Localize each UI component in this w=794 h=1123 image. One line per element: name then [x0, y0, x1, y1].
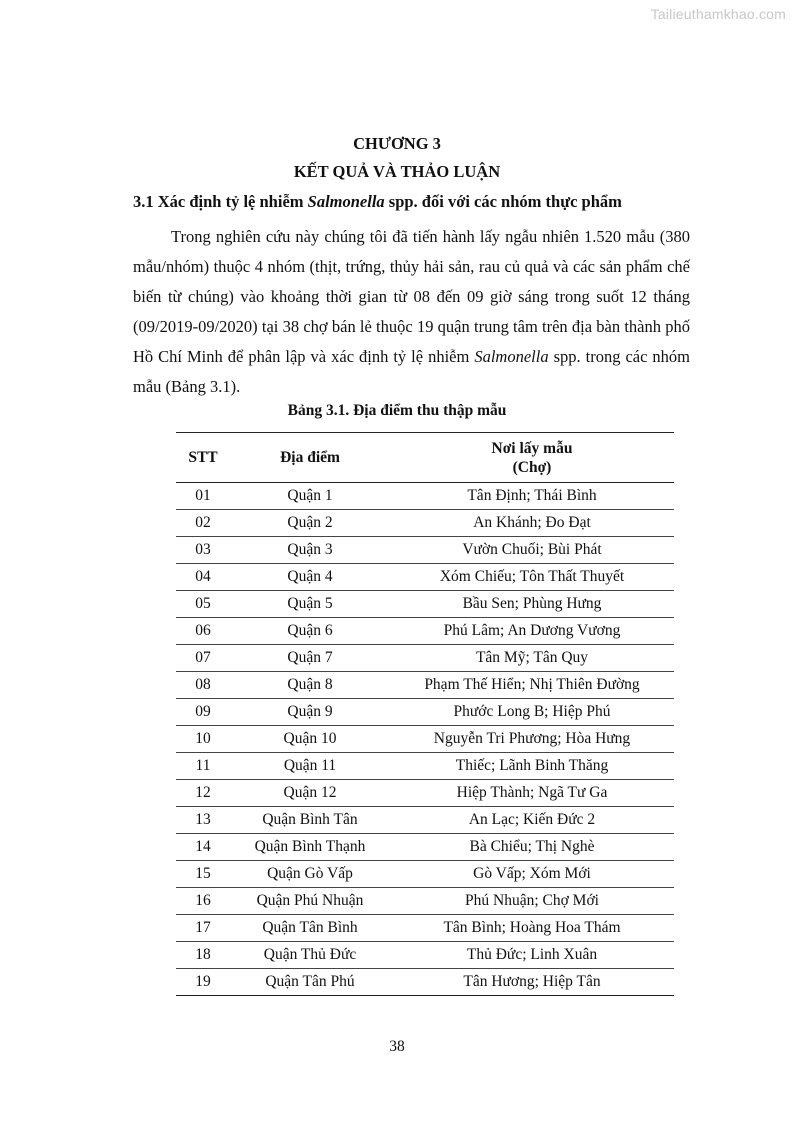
cell-district: Quận 11 [283, 757, 337, 774]
table-row [176, 834, 674, 861]
header-market-line1: Nơi lấy mẫu [491, 439, 573, 457]
cell-stt: 15 [195, 865, 211, 882]
cell-district: Quận 4 [287, 568, 333, 585]
cell-markets: Phú Lâm; An Dương Vương [443, 622, 621, 639]
table-row [176, 699, 674, 726]
table-row [176, 645, 674, 672]
cell-district: Quận 5 [287, 595, 333, 612]
cell-stt: 03 [195, 541, 211, 558]
cell-markets: Thiếc; Lãnh Binh Thăng [455, 757, 609, 774]
table-row [176, 483, 674, 510]
cell-district: Quận Bình Tân [262, 811, 358, 828]
sampling-locations-table [176, 432, 674, 996]
table-row [176, 780, 674, 807]
cell-markets: Phạm Thế Hiển; Nhị Thiên Đường [424, 676, 640, 693]
cell-district: Quận 3 [287, 541, 333, 558]
header-stt: STT [188, 449, 218, 466]
cell-district: Quận Tân Phú [265, 973, 355, 990]
table-row [176, 942, 674, 969]
cell-district: Quận 7 [287, 649, 333, 666]
cell-district: Quận 9 [287, 703, 333, 720]
cell-stt: 05 [195, 595, 211, 612]
paragraph-part1: Trong nghiên cứu này chúng tôi đã tiến hành lấy ngẫu nhiên 1.520 mẫu (380 mẫu/nhóm) thuộc 4 nhóm (thịt, trứng, thủy hải sản, rau củ quả và các sản phẩm chế biến từ chúng) vào khoảng thời gian từ 08 đến 09 giờ sáng trong suốt 12 tháng (09/2019-09/2020) tại 38 chợ bán lẻ thuộc 19 quận trung tâm trên địa bàn thành phố Hồ Chí Minh để phân lập và xác định tỷ lệ nhiễm [133, 227, 690, 366]
header-location: Địa điểm [280, 449, 340, 466]
table-body [176, 483, 674, 996]
cell-stt: 02 [195, 514, 211, 531]
cell-district: Quận Tân Bình [262, 919, 358, 936]
watermark: Tailieuthamkhao.com [650, 6, 786, 22]
section-heading [133, 192, 622, 212]
table-caption: Bảng 3.1. Địa điểm thu thập mẫu [287, 402, 507, 419]
section-heading-suffix: spp. đối với các nhóm thực phẩm [384, 192, 622, 211]
table-row [176, 726, 674, 753]
cell-markets: Vườn Chuối; Bùi Phát [462, 541, 602, 558]
cell-stt: 08 [195, 676, 211, 693]
cell-stt: 17 [195, 919, 211, 936]
cell-markets: An Khánh; Đo Đạt [473, 514, 591, 531]
cell-markets: Phú Nhuận; Chợ Mới [465, 892, 599, 909]
table-row [176, 672, 674, 699]
table-row [176, 618, 674, 645]
cell-stt: 06 [195, 622, 211, 639]
cell-stt: 07 [195, 649, 211, 666]
chapter-title: KẾT QUẢ VÀ THẢO LUẬN [293, 162, 501, 181]
header-market-line2: (Chợ) [512, 458, 552, 476]
table-row [176, 591, 674, 618]
page-number: 38 [389, 1038, 405, 1055]
cell-district: Quận 8 [287, 676, 333, 693]
cell-stt: 18 [195, 946, 211, 963]
section-heading-italic: Salmonella [307, 192, 385, 211]
cell-stt: 10 [195, 730, 211, 747]
table-row [176, 510, 674, 537]
table-header-row [176, 433, 674, 483]
table-row [176, 807, 674, 834]
cell-district: Quận 1 [287, 487, 333, 504]
cell-markets: Tân Mỹ; Tân Quy [475, 649, 589, 666]
cell-district: Quận 2 [287, 514, 333, 531]
cell-markets: Tân Định; Thái Bình [467, 487, 597, 504]
cell-markets: Bà Chiểu; Thị Nghè [469, 838, 595, 855]
cell-stt: 13 [195, 811, 211, 828]
cell-stt: 01 [195, 487, 211, 504]
cell-stt: 12 [195, 784, 211, 801]
table-row [176, 969, 674, 996]
cell-district: Quận Bình Thạnh [254, 838, 366, 855]
cell-markets: Gò Vấp; Xóm Mới [473, 865, 591, 882]
table-row [176, 564, 674, 591]
table-row [176, 861, 674, 888]
cell-markets: Bầu Sen; Phùng Hưng [462, 595, 602, 612]
chapter-number: CHƯƠNG 3 [353, 134, 441, 153]
table-row [176, 537, 674, 564]
header-market [390, 433, 674, 483]
table-row [176, 753, 674, 780]
section-heading-prefix: 3.1 Xác định tỷ lệ nhiễm [133, 192, 308, 211]
cell-district: Quận Thủ Đức [263, 946, 357, 963]
cell-stt: 11 [195, 757, 211, 774]
cell-markets: Xóm Chiếu; Tôn Thất Thuyết [439, 568, 625, 585]
cell-district: Quận 6 [287, 622, 333, 639]
cell-markets: An Lạc; Kiến Đức 2 [468, 811, 596, 828]
cell-stt: 09 [195, 703, 211, 720]
paragraph-italic: Salmonella [474, 347, 549, 366]
cell-markets: Phước Long B; Hiệp Phú [453, 703, 611, 720]
cell-stt: 04 [195, 568, 211, 585]
cell-district: Quận Gò Vấp [267, 865, 353, 882]
cell-markets: Tân Hương; Hiệp Tân [463, 973, 601, 990]
table-row [176, 915, 674, 942]
body-paragraph [133, 222, 690, 402]
table-row [176, 888, 674, 915]
cell-markets: Hiệp Thành; Ngã Tư Ga [456, 784, 608, 801]
cell-stt: 16 [195, 892, 211, 909]
cell-district: Quận 12 [283, 784, 337, 801]
cell-markets: Thủ Đức; Linh Xuân [466, 946, 598, 963]
cell-stt: 19 [195, 973, 211, 990]
cell-district: Quận Phú Nhuận [256, 892, 364, 909]
cell-markets: Nguyễn Tri Phương; Hòa Hưng [433, 730, 631, 747]
cell-stt: 14 [195, 838, 211, 855]
cell-markets: Tân Bình; Hoàng Hoa Thám [443, 919, 621, 936]
paragraph-part2: spp. trong các nhóm mẫu (Bảng 3.1). [133, 347, 690, 396]
cell-district: Quận 10 [283, 730, 337, 747]
